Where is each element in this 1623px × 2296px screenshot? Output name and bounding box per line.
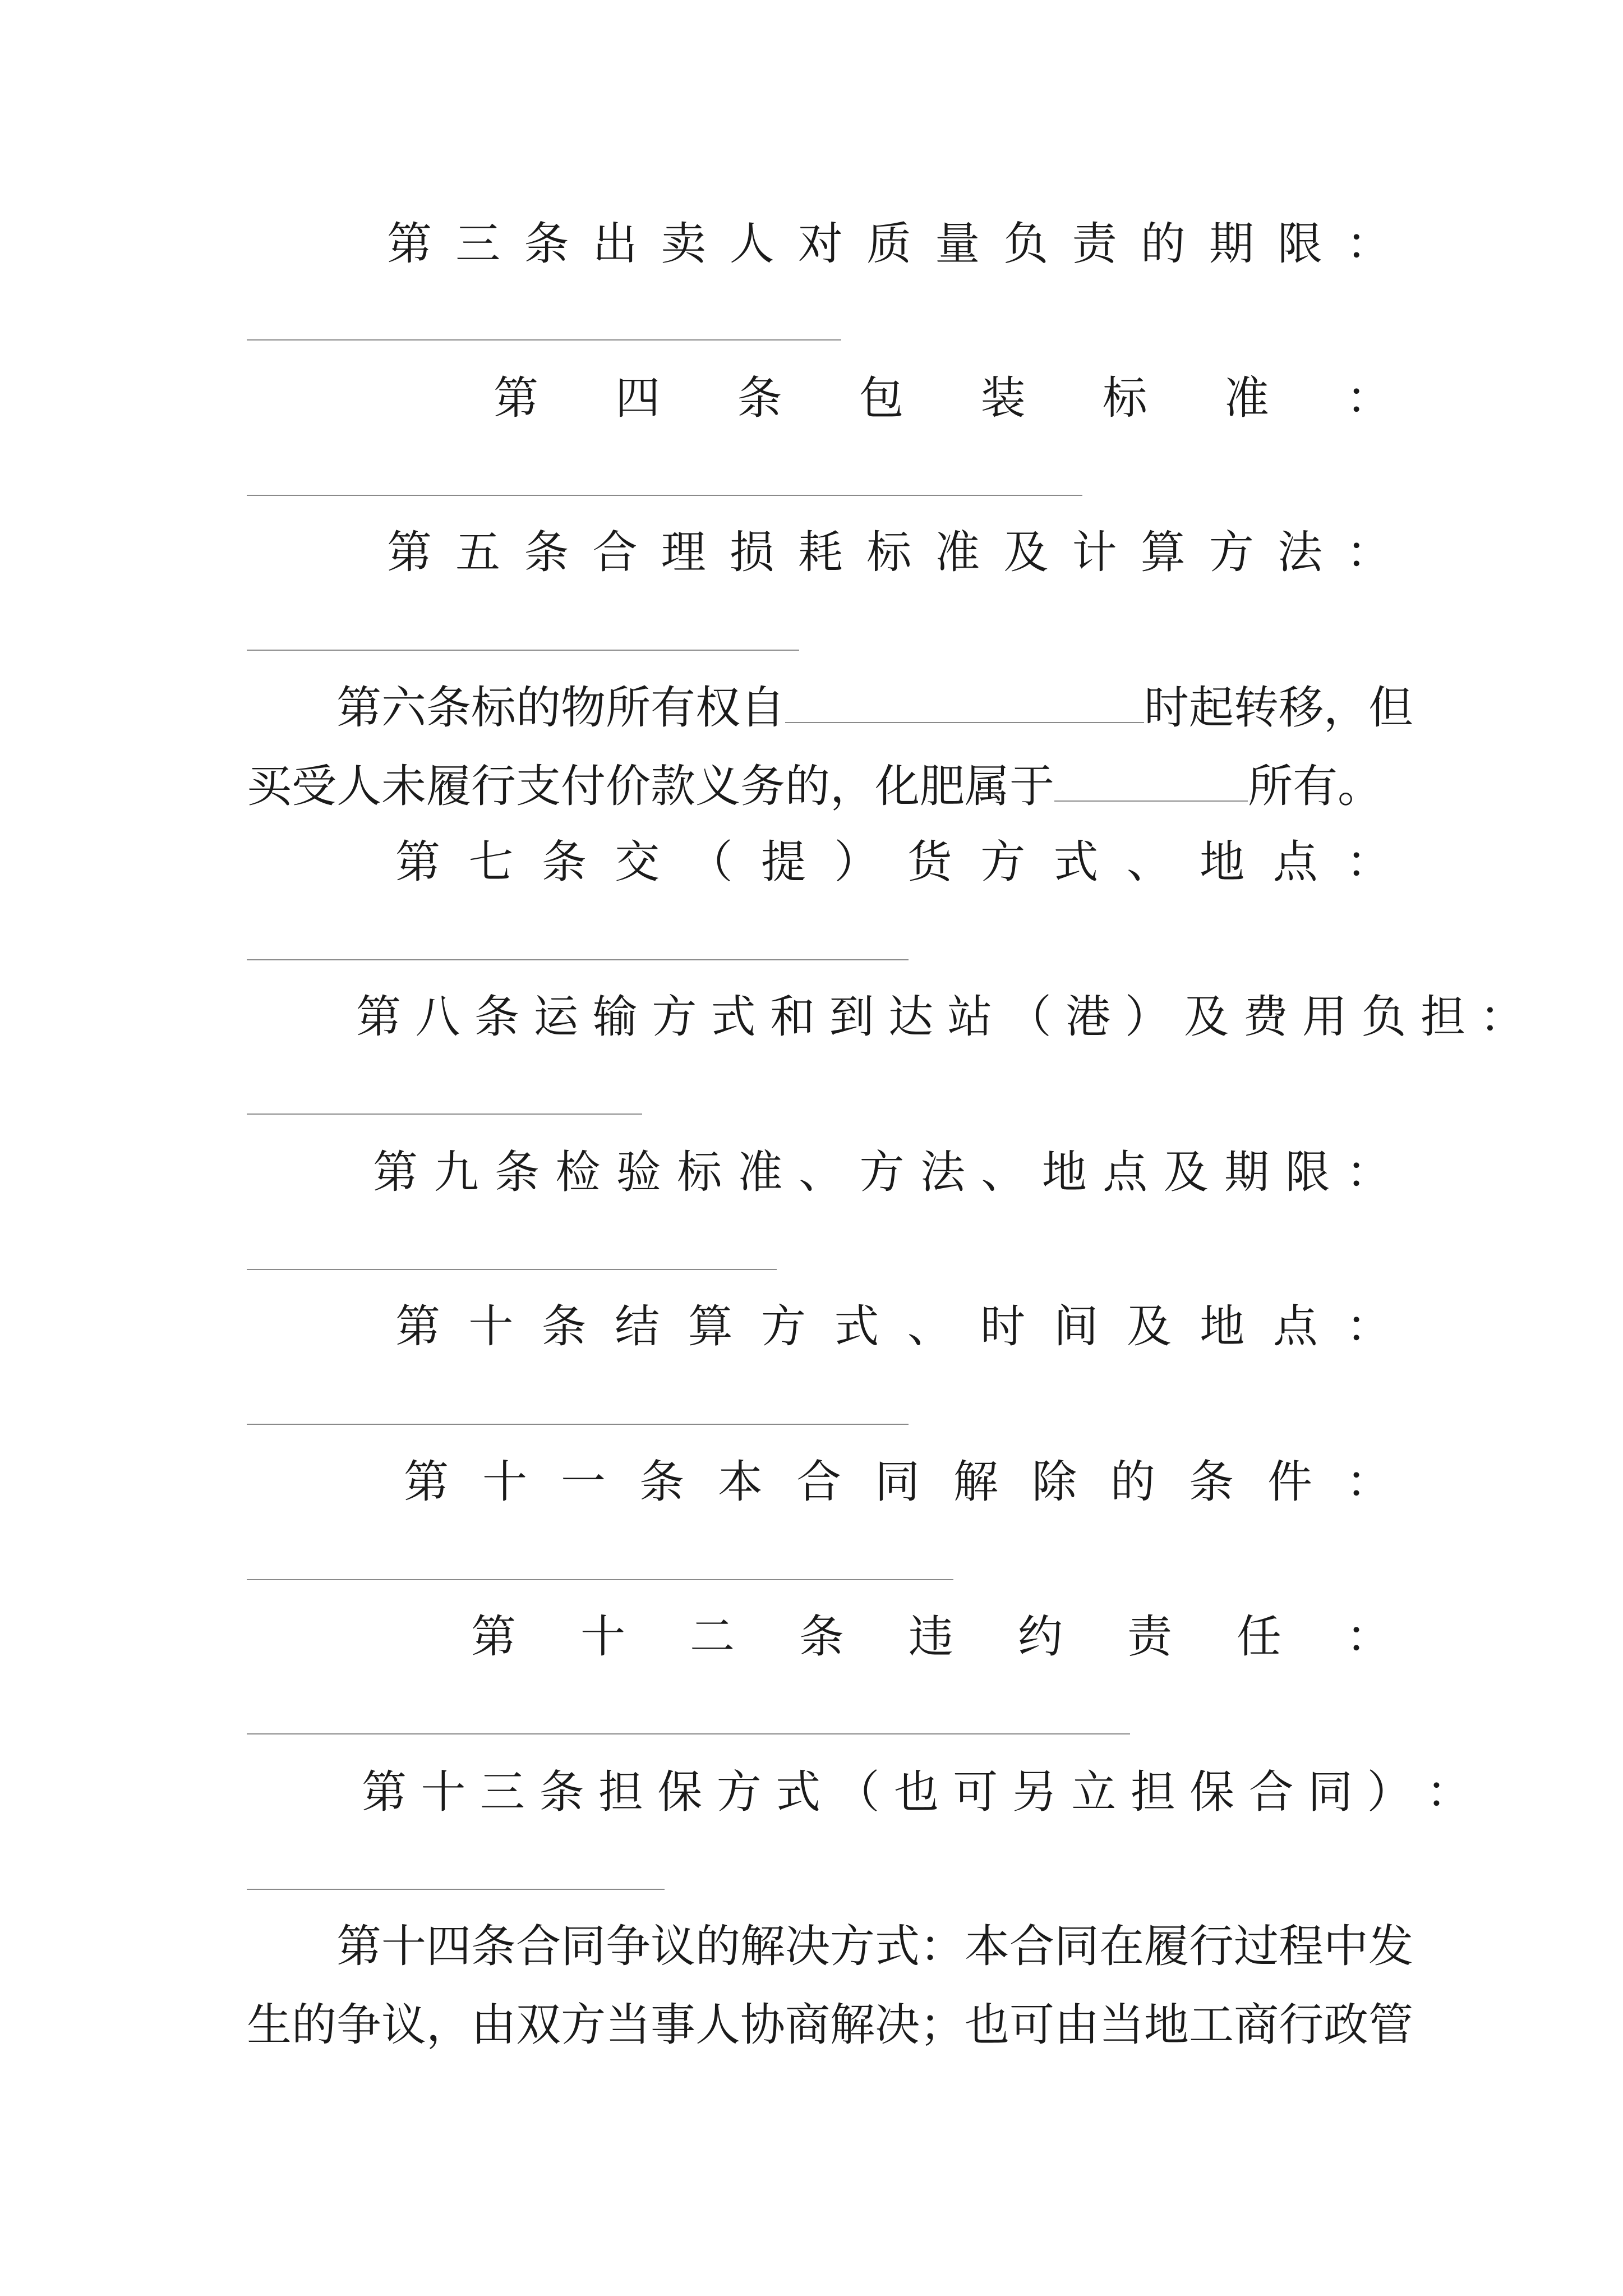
clause-11 [404, 1454, 1391, 1510]
clause-4-blank [247, 495, 1082, 496]
clause-13-text: 第 十 三 条 担 保 方 式 （ 也 可 另 立 担 保 合 同 ） ： [362, 1766, 1471, 1818]
clause-9 [373, 1144, 1391, 1200]
clause-10-blank [247, 1424, 909, 1425]
clause-7-blank [247, 959, 909, 960]
clause-12-text: 第 十 二 条 违 约 责 任 ： [471, 1611, 1391, 1663]
clause-4-text: 第 四 条 包 装 标 准 ： [494, 372, 1391, 424]
clause-12 [471, 1609, 1391, 1665]
clause-14-line-1 [336, 1918, 1413, 1975]
clause-4 [494, 370, 1391, 426]
clause-6-line-1 [336, 680, 1413, 736]
clause-8-text: 第 八 条 运 输 方 式 和 到 达 站 （ 港 ） 及 费 用 负 担 ： [356, 991, 1525, 1043]
clause-8 [356, 989, 1525, 1045]
clause-3-blank [247, 339, 841, 341]
clause-14-text-b: 生的争议，由双方当事人协商解决；也可由当地工商行政管 [247, 1999, 1413, 2051]
clause-11-blank [247, 1579, 953, 1580]
clause-12-blank [247, 1733, 1130, 1734]
clause-6-text-b: 时起转移，但 [1144, 682, 1413, 734]
clause-14-text-a: 第十四条合同争议的解决方式：本合同在履行过程中发 [336, 1920, 1413, 1972]
clause-10-text: 第 十 条 结 算 方 式 、 时 间 及 地 点 ： [395, 1300, 1391, 1352]
clause-5 [387, 524, 1391, 581]
clause-5-blank [247, 650, 799, 651]
clause-6-text-c: 买受人未履行支付价款义务的，化肥属于 [247, 760, 1054, 812]
clause-11-text: 第 十 一 条 本 合 同 解 除 的 条 件 ： [404, 1456, 1391, 1508]
clause-9-blank [247, 1269, 777, 1270]
clause-6-text-a: 第六条标的物所有权自 [336, 682, 785, 734]
ownership-transfer-blank [785, 682, 1144, 723]
clause-7-text: 第 七 条 交 （ 提 ） 货 方 式 、 地 点 ： [395, 836, 1391, 888]
clause-7 [395, 834, 1391, 890]
clause-14-line-2 [247, 1997, 1413, 2053]
clause-10 [395, 1299, 1391, 1355]
clause-3 [387, 216, 1391, 272]
clause-6-text-d: 所有。 [1248, 760, 1382, 812]
clause-8-blank [247, 1114, 642, 1115]
clause-6-line-2 [247, 758, 1391, 815]
clause-3-text: 第 三 条 出 卖 人 对 质 量 负 责 的 期 限 ： [387, 218, 1391, 270]
clause-13-blank [247, 1889, 665, 1890]
clause-13 [362, 1764, 1471, 1820]
clause-5-text: 第 五 条 合 理 损 耗 标 准 及 计 算 方 法 ： [387, 526, 1391, 578]
owner-blank [1054, 760, 1248, 802]
clause-9-text: 第 九 条 检 验 标 准 、 方 法 、 地 点 及 期 限 ： [373, 1146, 1391, 1198]
